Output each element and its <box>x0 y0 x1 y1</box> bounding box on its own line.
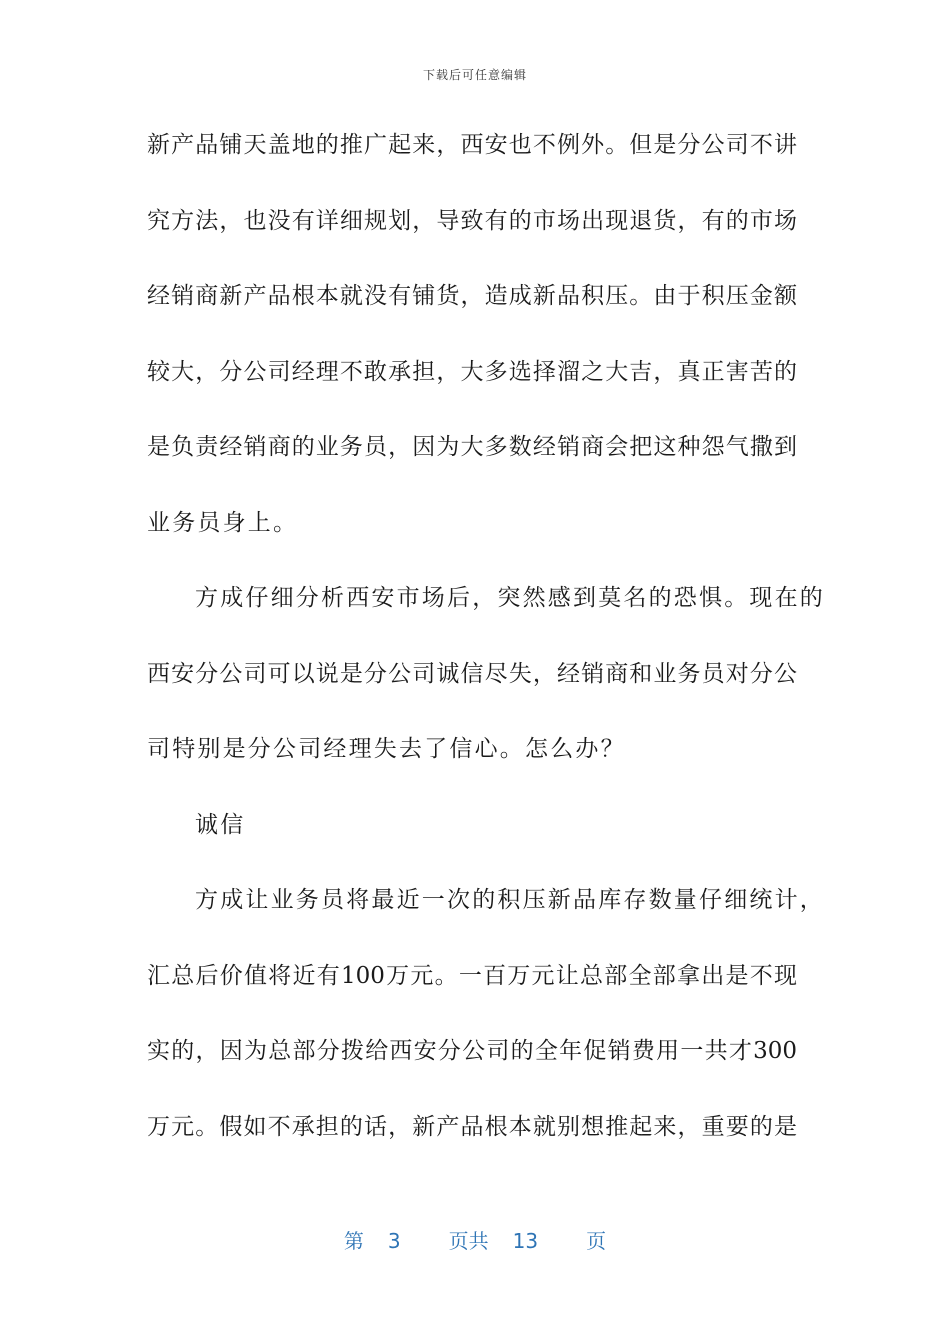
text-line-7: 方成仔细分析西安市场后，突然感到莫名的恐惧。现在的 <box>195 585 825 611</box>
text-line-2: 究方法，也没有详细规划，导致有的市场出现退货，有的市场 <box>147 207 797 234</box>
text-line-1: 新产品铺天盖地的推广起来，西安也不例外。但是分公司不讲 <box>147 132 797 158</box>
footer-middle: 页共 <box>448 1229 489 1253</box>
text-line-4: 较大，分公司经理不敢承担，大多选择溜之大吉，真正害苦的 <box>147 358 797 385</box>
text-line-3: 经销商新产品根本就没有铺货，造成新品积压。由于积压金额 <box>147 283 797 309</box>
text-line-13: 实的，因为总部分拨给西安分公司的全年促销费用一共才300 <box>147 1038 797 1064</box>
text-line-6: 业务员身上。 <box>147 509 299 536</box>
document-body <box>147 118 825 1175</box>
text-line-14: 万元。假如不承担的话，新产品根本就别想推起来，重要的是 <box>147 1113 797 1140</box>
text-line-5: 是负责经销商的业务员，因为大多数经销商会把这种怨气撒到 <box>147 434 797 460</box>
header-note: 下载后可任意编辑 <box>422 68 527 82</box>
footer-page-number: 3 <box>387 1229 401 1253</box>
footer-total-pages: 13 <box>512 1229 539 1253</box>
page-footer <box>0 1225 950 1254</box>
text-line-11: 方成让业务员将最近一次的积压新品库存数量仔细统计， <box>195 887 825 913</box>
text-line-9: 司特别是分公司经理失去了信心。怎么办？ <box>147 736 626 762</box>
footer-suffix: 页 <box>586 1229 607 1253</box>
section-heading: 诚信 <box>195 811 246 838</box>
text-line-12: 汇总后价值将近有100万元。一百万元让总部全部拿出是不现 <box>147 962 797 989</box>
footer-prefix: 第 <box>343 1229 364 1253</box>
text-line-8: 西安分公司可以说是分公司诚信尽失，经销商和业务员对分公 <box>147 660 797 687</box>
